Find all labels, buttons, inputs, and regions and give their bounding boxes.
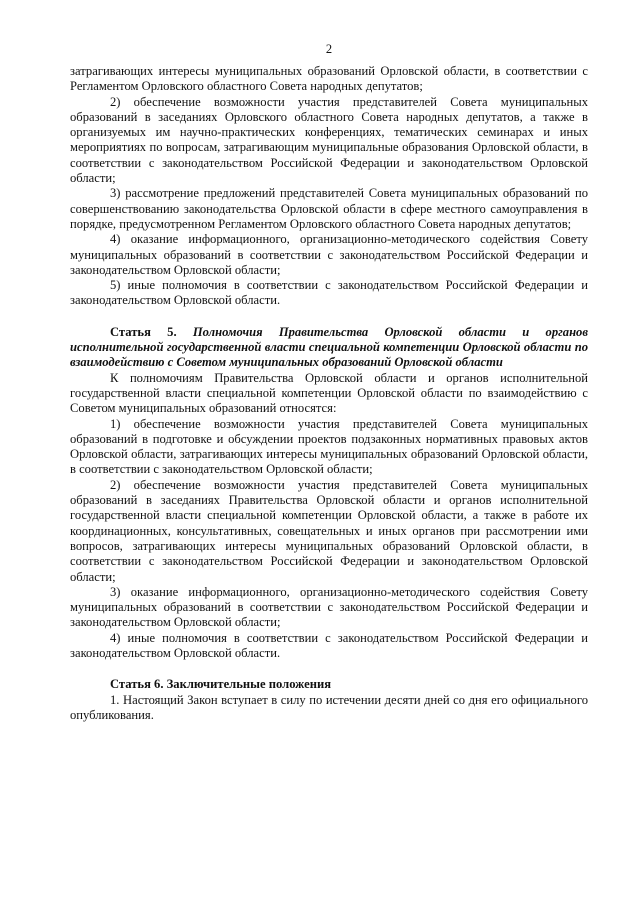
paragraph: 4) оказание информационного, организационно-методического содействия Совету муниципальных образований в соответствии с законодательством Российской Федерации и законодательством Орловской области; xyxy=(70,232,588,277)
paragraph: 5) иные полномочия в соответствии с законодательством Российской Федерации и законодательством Орловской области. xyxy=(70,278,588,308)
paragraph: 1. Настоящий Закон вступает в силу по истечении десяти дней со дня его официального опубликования. xyxy=(70,692,588,722)
paragraph: 1) обеспечение возможности участия представителей Совета муниципальных образований в подготовке и обсуждении проектов подзаконных нормативных правовых актов Орловской области, затрагивающих интересы муниципальных образований Орловской области, в соответствии с законодательством Орловской области; xyxy=(70,416,588,477)
paragraph: 2) обеспечение возможности участия представителей Совета муниципальных образований в заседаниях Орловского областного Совета народных депутатов, а также в организуемых им научно-практических конференциях, тематических семинарах и иных мероприятиях по вопросам, затрагивающим муниципальные образования Орловской области, в соответствии с законодательством Российской Федерации и законодательством Орловской области; xyxy=(70,94,588,186)
paragraph: К полномочиям Правительства Орловской области и органов исполнительной государственной власти специальной компетенции Орловской области по взаимодействию с Советом муниципальных образований относятся: xyxy=(70,370,588,416)
article-5-title: Полномочия Правительства Орловской области и органов исполнительной государственной власти специальной компетенции Орловской области по взаимодействию с Советом муниципальных образований Орловской области xyxy=(70,324,588,370)
spacer xyxy=(70,309,588,325)
paragraph: затрагивающих интересы муниципальных образований Орловской области, в соответствии с Регламентом Орловского областного Совета народных депутатов; xyxy=(70,64,588,94)
document-body xyxy=(70,64,588,723)
paragraph: 4) иные полномочия в соответствии с законодательством Российской Федерации и законодательством Орловской области. xyxy=(70,630,588,660)
paragraph: 3) оказание информационного, организационно-методического содействия Совету муниципальных образований в соответствии с законодательством Российской Федерации и законодательством Орловской области; xyxy=(70,584,588,630)
article-5-heading xyxy=(70,325,588,371)
paragraph: 2) обеспечение возможности участия представителей Совета муниципальных образований в заседаниях Правительства Орловской области и органов исполнительной государственной власти специальной компетенции Орловской области, а также в работе их координационных, консультативных, совещательных и иных органов при рассмотрении ими вопросов, затрагивающих интересы муниципальных образований Орловской области, в соответствии с законодательством Российской Федерации и законодательством Орловской области; xyxy=(70,477,588,584)
paragraph: 3) рассмотрение предложений представителей Совета муниципальных образований по совершенствованию законодательства Орловской области в сфере местного самоуправления в порядке, предусмотренном Регламентом Орловского областного Совета народных депутатов; xyxy=(70,186,588,231)
spacer xyxy=(70,661,588,677)
page-number: 2 xyxy=(325,42,333,56)
article-6-heading: Статья 6. Заключительные положения xyxy=(110,677,332,692)
article-5-label: Статья 5. xyxy=(110,324,177,339)
